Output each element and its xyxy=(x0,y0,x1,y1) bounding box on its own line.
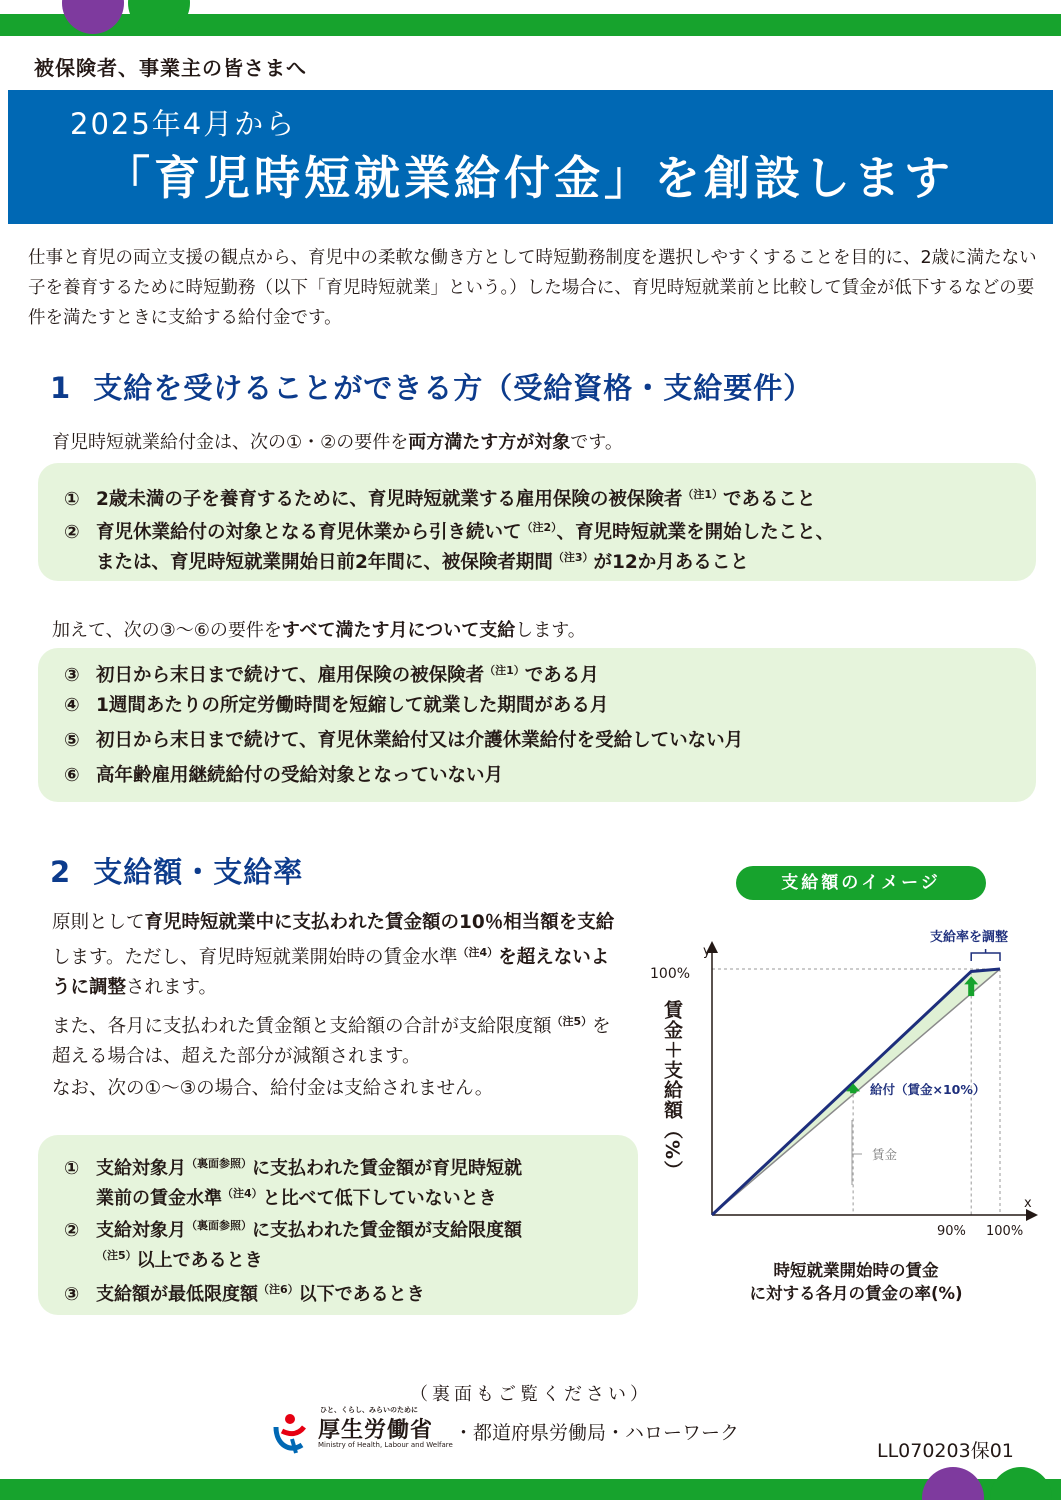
para-emphasis: を xyxy=(498,947,517,968)
item-mark: ⑥ xyxy=(64,765,80,786)
bottom-green-circle xyxy=(990,1467,1052,1500)
x-tick-90: 90% xyxy=(937,1224,966,1239)
footnote-ref: （注4） xyxy=(222,1187,263,1200)
requirement-item-continued xyxy=(96,543,749,578)
item-mark: ③ xyxy=(64,1284,80,1305)
item-text-end: 以上であるとき xyxy=(136,1250,263,1271)
bottom-green-bar xyxy=(0,1479,1061,1500)
see-back-note: （裏面もご覧ください） xyxy=(410,1384,652,1405)
item-text-end: 以下であるとき xyxy=(298,1284,425,1305)
title-banner xyxy=(8,90,1053,224)
item-mark: ① xyxy=(64,489,80,510)
lead1-text: 育児時短就業給付金は、次の①・②の要件を xyxy=(52,432,409,453)
item-text: 支給額が最低限度額 xyxy=(96,1284,258,1305)
benefit-image-chart xyxy=(640,905,1040,1305)
item-text: 支給対象月 xyxy=(96,1220,186,1241)
footnote-ref: （注3） xyxy=(552,551,594,564)
y-axis-title: 賃金＋支給額（%） xyxy=(661,1000,683,1181)
item-mark: ③ xyxy=(64,665,80,686)
item-text: または、育児時短就業開始日前2年間に、被保険者期間 xyxy=(96,552,553,573)
x-axis-title-line1: 時短就業開始時の賃金 xyxy=(773,1261,939,1280)
note-ref: （裏面参照） xyxy=(186,1157,252,1170)
organization-list: ・都道府県労働局・ハローワーク xyxy=(454,1422,740,1444)
para-text: されます。 xyxy=(126,977,218,998)
lead1-text-end: です。 xyxy=(570,432,623,453)
lead2-text: 加えて、次の③～⑥の要件を xyxy=(52,620,282,641)
exclusion-item-continued xyxy=(96,1179,497,1214)
top-decoration xyxy=(0,0,1061,36)
page-title: 「育児時短就業給付金」を創設します xyxy=(104,151,954,205)
x-axis-title-line2: に対する各月の賃金の率(%) xyxy=(749,1284,963,1303)
item-text: 業前の賃金水準 xyxy=(96,1188,222,1209)
item-mark: ② xyxy=(64,1220,80,1241)
document-code: LL070203保01 xyxy=(877,1440,1014,1462)
requirement-item xyxy=(64,480,816,515)
audience-line: 被保険者、事業主の皆さまへ xyxy=(34,56,307,80)
exclusions-box xyxy=(38,1135,638,1315)
section2-number: 2 xyxy=(50,855,72,889)
intro-paragraph: 仕事と育児の両立支援の観点から、育児中の柔軟な働き方として時短勤務制度を選択しやすくすることを目的に、2歳に満たない子を養育するために時短勤務（以下「育児時短就業」という。）した場合に、育児時短就業前と比較して賃金が低下するなどの要件を満たすときに支給する給付金です。 xyxy=(28,248,1037,328)
adjust-label: 支給率を調整 xyxy=(930,930,1009,945)
item-mark: ① xyxy=(64,1158,80,1179)
item-text: 初日から末日まで続けて、雇用保険の被保険者 xyxy=(96,665,485,686)
x-tick-100: 100% xyxy=(986,1224,1024,1239)
section2-paragraph1 xyxy=(52,908,618,1003)
item-text-end: と比べて低下していないとき xyxy=(262,1188,497,1209)
exclusion-item-continued xyxy=(96,1241,263,1276)
para-text: 原則として xyxy=(52,912,145,933)
item-text-end: 、育児時短就業を開始したこと、 xyxy=(556,522,835,543)
requirement-item xyxy=(64,691,608,721)
adjust-bracket xyxy=(971,949,1000,961)
x-axis-letter: x xyxy=(1024,1196,1032,1211)
section1-number: 1 xyxy=(50,371,72,405)
footnote-ref: （注2） xyxy=(521,521,557,534)
item-text-end: に支払われた賃金額が支給限度額 xyxy=(252,1220,522,1241)
item-mark: ② xyxy=(64,522,80,543)
requirement-item xyxy=(64,726,743,756)
lead2-emphasis: すべて満たす月について支給 xyxy=(281,620,516,641)
item-text: 2歳未満の子を養育するために、育児時短就業する雇用保険の被保険者 xyxy=(96,489,683,510)
footnote-ref: （注5） xyxy=(551,1015,593,1028)
para-emphasis: 育児時短就業中に支払われた賃金額の10％相当額を支給 xyxy=(144,912,615,933)
footnote-ref: （注1） xyxy=(484,664,525,677)
para-text: を超える場合は、超えた部分が減額されます。 xyxy=(52,1016,611,1067)
item-mark: ④ xyxy=(64,695,80,716)
chart-title-pill: 支給額のイメージ xyxy=(736,866,986,900)
bottom-decoration xyxy=(0,1465,1061,1500)
item-text: 高年齢雇用継続給付の受給対象となっていない月 xyxy=(96,765,504,786)
lead2-text-end: します。 xyxy=(515,620,586,641)
item-text: 支給対象月 xyxy=(96,1158,186,1179)
item-text-end: である月 xyxy=(524,665,599,686)
para-emphasis: 超えないように調整 xyxy=(52,947,610,998)
section1-lead1 xyxy=(52,428,623,454)
title-sub: 2025年4月から xyxy=(70,107,297,141)
section2-paragraph2 xyxy=(52,1007,618,1072)
section1-lead2 xyxy=(52,616,586,642)
logo-tagline: ひと、くらし、みらいのために xyxy=(320,1406,418,1414)
wage-label: 賃金 xyxy=(872,1147,898,1162)
section1-title: 支給を受けることができる方（受給資格・支給要件） xyxy=(93,371,814,405)
section2-title: 支給額・支給率 xyxy=(93,855,304,889)
requirement-item xyxy=(64,656,599,691)
note-ref: （裏面参照） xyxy=(186,1219,252,1232)
para-text: また、各月に支払われた賃金額と支給額の合計が支給限度額 xyxy=(52,1016,552,1037)
item-text-end: に支払われた賃金額が育児時短就 xyxy=(252,1158,522,1179)
y-top-label: 100% xyxy=(650,966,691,982)
item-text: 育児休業給付の対象となる育児休業から引き続いて xyxy=(96,522,522,543)
item-text-end: であること xyxy=(723,489,816,510)
section1-heading xyxy=(50,366,813,407)
footnote-ref: （注5） xyxy=(96,1249,137,1262)
requirement-item xyxy=(64,761,503,791)
section2-heading xyxy=(50,850,303,891)
lead1-emphasis: 両方満たす方が対象 xyxy=(408,432,571,453)
footnote-ref: （注6） xyxy=(258,1283,299,1296)
logo-english: Ministry of Health, Labour and Welfare xyxy=(318,1441,453,1449)
footnote-ref: （注1） xyxy=(682,488,724,501)
requirements-box-a xyxy=(38,463,1036,581)
para-text: します。ただし、育児時短就業開始時の賃金水準 xyxy=(52,947,458,968)
item-text-end: が12か月あること xyxy=(593,552,749,573)
logo-name: 厚生労働省 xyxy=(318,1418,434,1443)
exclusion-item xyxy=(64,1275,425,1310)
y-axis-letter: y xyxy=(703,944,711,959)
item-text: 1週間あたりの所定労働時間を短縮して就業した期間がある月 xyxy=(96,695,609,716)
item-text: 初日から末日まで続けて、育児休業給付又は介護休業給付を受給していない月 xyxy=(96,730,744,751)
item-mark: ⑤ xyxy=(64,730,80,751)
footnote-ref: （注4） xyxy=(457,946,499,959)
section2-paragraph3: なお、次の①～③の場合、給付金は支給されません。 xyxy=(52,1078,494,1099)
requirements-box-b xyxy=(38,648,1036,802)
bottom-purple-circle xyxy=(922,1467,984,1500)
benefit-label: 給付（賃金×10%） xyxy=(870,1082,986,1097)
